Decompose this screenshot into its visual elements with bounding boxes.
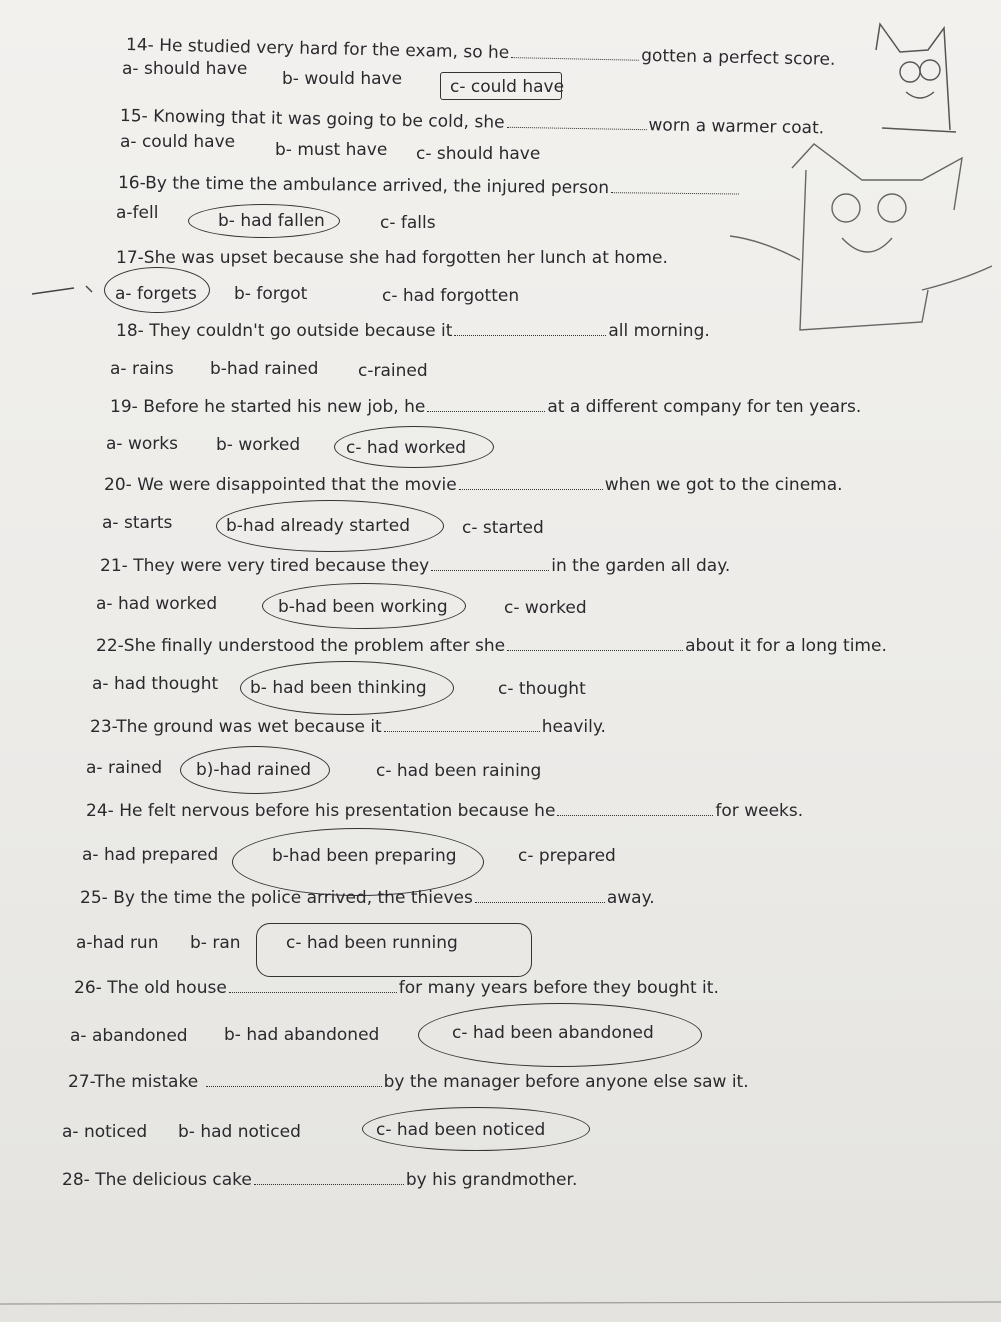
answer-blank	[431, 555, 549, 571]
option-c: c- falls	[380, 213, 436, 233]
answer-blank	[229, 977, 397, 993]
option-a: a-had run	[76, 933, 159, 953]
option-b: b-had already started	[226, 516, 411, 536]
option-b: b- had abandoned	[224, 1025, 380, 1045]
option-a: a- had worked	[96, 594, 218, 614]
answer-blank	[557, 800, 713, 816]
option-c: c- started	[462, 518, 544, 538]
option-b: b- had fallen	[218, 211, 325, 231]
answer-blank	[427, 396, 545, 412]
question-stem: 16-By the time the ambulance arrived, the injured person	[118, 172, 741, 201]
option-a: a- forgets	[115, 284, 197, 304]
question-23	[0, 716, 1001, 794]
cat-doodle-small	[866, 20, 960, 138]
answer-blank	[459, 474, 603, 490]
option-c: c- had been running	[286, 933, 458, 953]
option-b: b-had been working	[278, 597, 448, 617]
option-a: a-fell	[116, 203, 159, 223]
answer-blank	[454, 320, 606, 336]
answer-blank	[611, 177, 739, 194]
arrow-mark	[30, 280, 100, 302]
question-stem: 27-The mistake by the manager before anyone else saw it.	[68, 1072, 749, 1092]
option-a: a- abandoned	[70, 1026, 188, 1046]
question-stem: 23-The ground was wet because it heavily.	[90, 717, 606, 737]
question-21	[0, 555, 1001, 633]
option-c: c- thought	[498, 679, 586, 699]
option-b: b- must have	[275, 140, 388, 160]
option-c: c- had been abandoned	[452, 1023, 654, 1043]
option-b: b- ran	[190, 933, 241, 953]
option-c: c- prepared	[518, 846, 616, 866]
question-24	[0, 800, 1001, 878]
option-b: b- would have	[282, 69, 403, 89]
option-c: c- had worked	[346, 438, 467, 458]
answer-blank	[511, 42, 639, 61]
question-28	[0, 1169, 1001, 1247]
option-b: b- had been thinking	[250, 678, 427, 698]
question-stem: 20- We were disappointed that the movie when we got to the cinema.	[104, 475, 843, 495]
question-22	[0, 635, 1001, 713]
question-26	[0, 977, 1001, 1055]
option-a: a- rains	[110, 359, 174, 379]
option-c: c- could have	[450, 77, 565, 97]
question-stem: 28- The delicious cake by his grandmother.	[62, 1170, 578, 1190]
option-b: b- forgot	[234, 284, 308, 304]
answer-blank	[254, 1169, 404, 1185]
option-a: a- had prepared	[82, 845, 219, 865]
question-19	[0, 396, 1001, 474]
option-b: b-had been preparing	[272, 846, 457, 866]
option-b: b)-had rained	[196, 760, 312, 780]
question-stem: 18- They couldn't go outside because it all morning.	[116, 321, 710, 341]
question-stem: 25- By the time the police arrived, the thieves away.	[80, 888, 655, 908]
option-a: a- rained	[86, 758, 163, 778]
option-b: b- worked	[216, 435, 301, 455]
option-c: c- had been raining	[376, 761, 542, 781]
question-25	[0, 887, 1001, 965]
answer-blank	[384, 716, 540, 732]
question-14	[0, 34, 1001, 112]
question-stem: 26- The old house for many years before they bought it.	[74, 978, 719, 998]
answer-blank	[475, 887, 605, 903]
option-a: a- noticed	[62, 1122, 148, 1142]
answer-blank	[507, 635, 683, 651]
option-a: a- works	[106, 434, 178, 454]
option-a: a- had thought	[92, 674, 219, 694]
option-c: c-rained	[358, 361, 428, 381]
option-a: a- starts	[102, 513, 173, 533]
answer-blank	[206, 1071, 382, 1087]
option-b: b- had noticed	[178, 1122, 301, 1142]
option-c: c- worked	[504, 598, 587, 618]
bottom-rule	[0, 1298, 1001, 1308]
option-c: c- had been noticed	[376, 1120, 546, 1140]
question-27	[0, 1071, 1001, 1149]
answer-blank	[506, 112, 646, 130]
cat-doodle-large	[722, 140, 1001, 340]
option-a: a- could have	[120, 132, 236, 152]
question-stem: 17-She was upset because she had forgotten her lunch at home.	[116, 248, 668, 268]
question-stem: 24- He felt nervous before his presentation because he for weeks.	[86, 801, 804, 821]
option-b: b-had rained	[210, 359, 319, 379]
question-stem: 22-She finally understood the problem after she about it for a long time.	[96, 636, 887, 656]
option-c: c- had forgotten	[382, 286, 520, 306]
question-stem: 14- He studied very hard for the exam, so he gotten a perfect score.	[125, 35, 836, 70]
question-stem: 19- Before he started his new job, he at a different company for ten years.	[110, 397, 862, 417]
question-20	[0, 474, 1001, 552]
question-stem: 21- They were very tired because they in the garden all day.	[100, 556, 731, 576]
option-a: a- should have	[122, 59, 248, 79]
option-c: c- should have	[416, 144, 541, 164]
question-stem: 15- Knowing that it was going to be cold, she worn a warmer coat.	[119, 106, 825, 139]
